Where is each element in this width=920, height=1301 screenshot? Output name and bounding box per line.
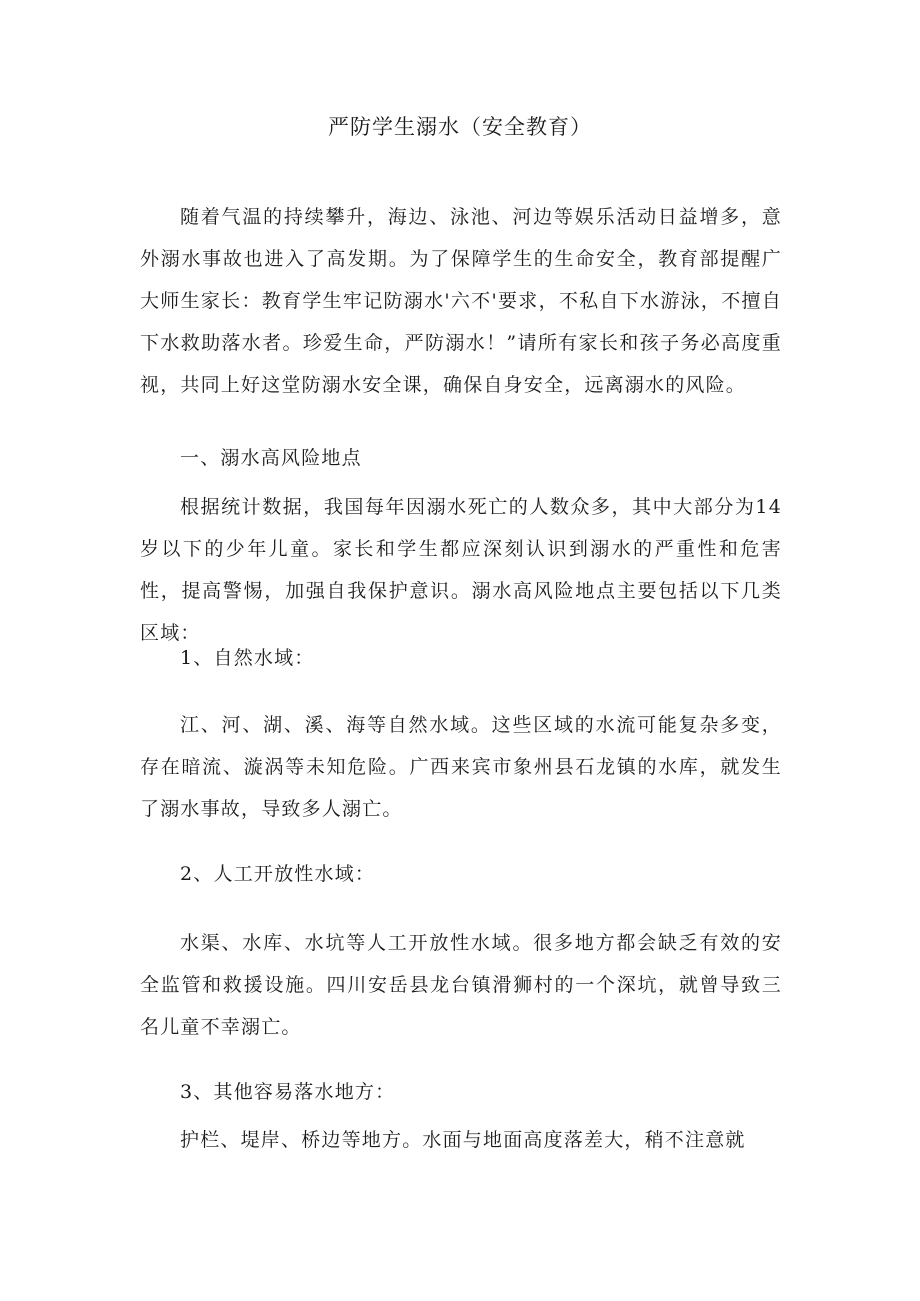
intro-paragraph: 随着气温的持续攀升，海边、泳池、河边等娱乐活动日益增多，意外溺水事故也进入了高发期。为了保障学生的生命安全，教育部提醒广大师生家长：教育学生牢记防溺水'六不'要求，不私自下水游泳，不擅自下水救助落水者。珍爱生命，严防溺水！”请所有家长和孩子务必高度重视，共同上好这堂防溺水安全课，确保自身安全，远离溺水的风险。: [140, 206, 782, 396]
section-heading-high-risk-locations: 一、溺水高风险地点: [180, 447, 362, 469]
item-paragraph-other-places: 护栏、堤岸、桥边等地方。水面与地面高度落差大，稍不注意就: [180, 1129, 746, 1151]
section-paragraph-statistics: 根据统计数据，我国每年因溺水死亡的人数众多，其中大部分为14岁以下的少年儿童。家长和学生都应深刻认识到溺水的严重性和危害性，提高警惕，加强自我保护意识。溺水高风险地点主要包括以下几类区域：: [140, 496, 782, 644]
item-heading-other-places: 3、其他容易落水地方：: [180, 1081, 396, 1103]
item-paragraph-artificial-waters: 水渠、水库、水坑等人工开放性水域。很多地方都会缺乏有效的安全监管和救援设施。四川安岳县龙台镇滑狮村的一个深坑，就曾导致三名儿童不幸溺亡。: [140, 932, 782, 1038]
document-title: 严防学生溺水（安全教育）: [328, 115, 592, 139]
item-heading-natural-waters: 1、自然水域：: [180, 647, 315, 669]
item-heading-artificial-waters: 2、人工开放性水域：: [180, 863, 376, 885]
item-paragraph-natural-waters: 江、河、湖、溪、海等自然水域。这些区域的水流可能复杂多变，存在暗流、漩涡等未知危险。广西来宾市象州县石龙镇的水库，就发生了溺水事故，导致多人溺亡。: [140, 714, 782, 820]
